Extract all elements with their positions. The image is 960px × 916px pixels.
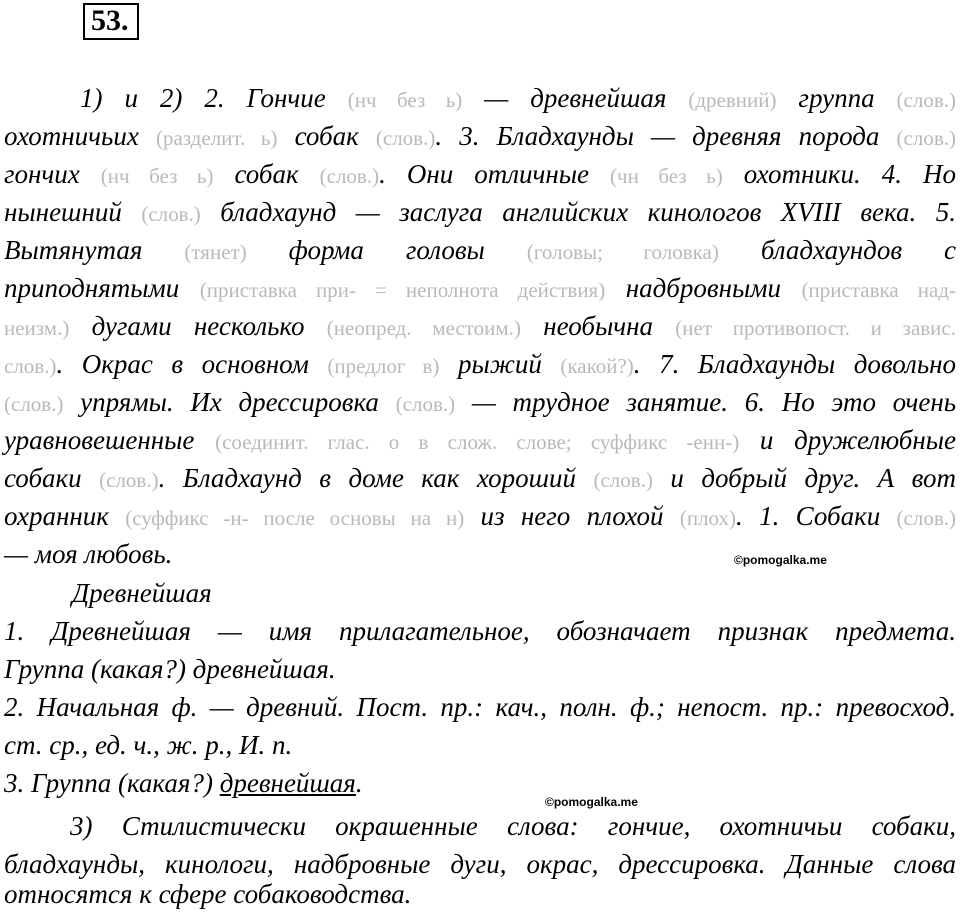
stylistic-line-text: 3) Стилистически окрашенные слова: гончие, охотничьи собаки, [70, 811, 956, 841]
parse-word: Древнейшая [72, 578, 212, 608]
analysis-line-text: приподнятыми (приставка при- = неполнота действия) надбровными (приставка над- [4, 273, 957, 303]
analysis-line [4, 231, 956, 269]
stylistic-line [4, 875, 956, 913]
parse-line [4, 764, 956, 802]
exercise-number: 53. [83, 3, 139, 40]
analysis-line-text: гончих (нч без ь) собак (слов.). Они отличные (чн без ь) охотники. 4. Но [4, 159, 956, 189]
analysis-line-text: слов.). Окрас в основном (предлог в) рыжий (какой?). 7. Бладхаунды довольно [4, 349, 956, 379]
analysis-line-text: — моя любовь. [4, 539, 173, 569]
analysis-line [4, 117, 956, 155]
analysis-line-text: нынешний (слов.) бладхаунд — заслуга английских кинологов XVIII века. 5. [4, 197, 956, 227]
analysis-line-text: охотничьих (разделит. ь) собак (слов.). 3. Бладхаунды — древняя порода (слов.) [4, 121, 956, 151]
analysis-line [4, 155, 956, 193]
analysis-line [4, 193, 956, 231]
analysis-line [4, 307, 956, 345]
analysis-line-text: уравновешенные (соединит. глас. о в слож. слове; суффикс -енн-) и дружелюбные [4, 425, 957, 455]
watermark: ©pomogalka.me [545, 795, 638, 809]
parse-line [4, 612, 956, 650]
stylistic-line [4, 807, 956, 845]
parse-line [4, 688, 956, 726]
parse-line-text: 3. Группа (какая?) древнейшая. [4, 768, 363, 798]
analysis-line [4, 497, 956, 535]
analysis-line [4, 383, 956, 421]
parse-line-text: 1. Древнейшая — имя прилагательное, обозначает признак предмета. [4, 616, 956, 646]
watermark: ©pomogalka.me [734, 553, 827, 567]
analysis-line-text: 1) и 2) 2. Гончие (нч без ь) — древнейшая (древний) группа (слов.) [80, 83, 956, 113]
analysis-line-text: охранник (суффикс -н- после основы на н) из него плохой (плох). 1. Собаки (слов.) [4, 501, 956, 531]
analysis-line-text: (слов.) упрямы. Их дрессировка (слов.) — трудное занятие. 6. Но это очень [4, 387, 957, 417]
analysis-line [4, 345, 956, 383]
parse-line-text: ст. ср., ед. ч., ж. р., И. п. [4, 730, 293, 760]
analysis-line-text: Вытянутая (тянет) форма головы (головы; головка) бладхаундов с [4, 235, 956, 265]
parse-line-text: Группа (какая?) древнейшая. [4, 654, 336, 684]
stylistic-line-text: относятся к сфере собаководства. [4, 879, 412, 909]
analysis-line [4, 269, 956, 307]
stylistic-line-text: бладхаунды, кинологи, надбровные дуги, окрас, дрессировка. Данные слова [4, 849, 956, 879]
parse-line [4, 650, 956, 688]
analysis-line [4, 421, 956, 459]
parse-line [4, 726, 956, 764]
parse-line-text: 2. Начальная ф. — древний. Пост. пр.: кач., полн. ф.; непост. пр.: превосход. [4, 692, 956, 722]
analysis-line [4, 79, 956, 117]
analysis-line-text: неизм.) дугами несколько (неопред. местоим.) необычна (нет противопост. и завис. [4, 311, 956, 341]
analysis-line [4, 459, 956, 497]
analysis-line-text: собаки (слов.). Бладхаунд в доме как хороший (слов.) и добрый друг. А вот [4, 463, 956, 493]
